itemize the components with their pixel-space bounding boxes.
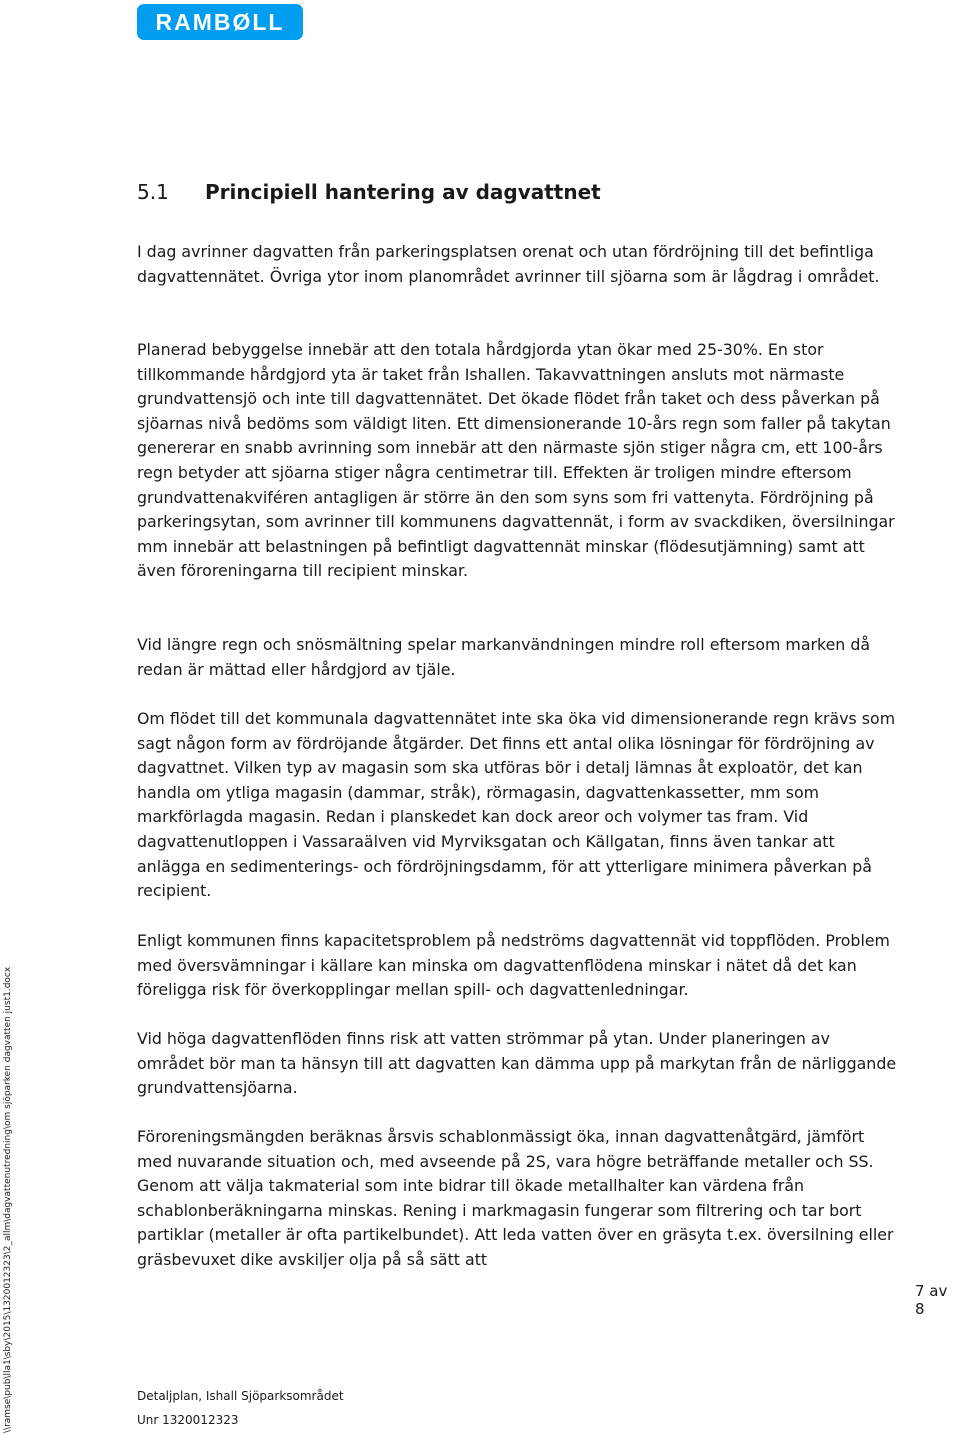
ramboll-logo: RAMBØLL [137, 4, 303, 40]
section-number: 5.1 [137, 180, 169, 204]
paragraph-1: I dag avrinner dagvatten från parkeringsplatsen orenat och utan fördröjning till det befintliga dagvattennätet. Övriga ytor inom planområdet avrinner till sjöarna som är lågdrag i området. [137, 242, 880, 286]
section-heading [137, 180, 601, 204]
section-title: Principiell hantering av dagvattnet [205, 180, 601, 204]
paragraph-6: Vid höga dagvattenflöden finns risk att vatten strömmar på ytan. Under planeringen av området bör man ta hänsyn till att dagvatten kan dämma upp på markytan från de närliggande grundvattensjöarna. [137, 1029, 897, 1098]
footer-project: Detaljplan, Ishall Sjöparksområdet [137, 1389, 344, 1403]
paragraph-5: Enligt kommunen finns kapacitetsproblem på nedströms dagvattennät vid toppflöden. Problem med översvämningar i källare kan minska om dagvattenflödena minskar i nätet då det kan föreligga risk för överkopplingar mellan spill- och dagvattenledningar. [137, 931, 890, 1000]
footer-number: Unr 1320012323 [137, 1413, 239, 1427]
file-path-margin: \\ramse\pub\lla1\sby\2015\1320012323\2_allm\dagvattenutredning\om sjöparken dagvatten just1.docx [3, 966, 13, 1433]
paragraph-4: Om flödet till det kommunala dagvattennätet inte ska öka vid dimensionerande regn krävs som sagt någon form av fördröjande åtgärder. Det finns ett antal olika lösningar för fördröjning av dagvattnet. Vilken typ av magasin som ska utföras bör i detalj lämnas åt exploatör, det kan handla om ytliga magasin (dammar, stråk), rörmagasin, dagvattenkassetter, mm som markförlagda magasin. Redan i planskedet kan dock areor och volymer tas fram. Vid dagvattenutloppen i Vassaraälven vid Myrviksgatan och Källgatan, finns även tankar att anlägga en sedimenterings- och fördröjningsdamm, för att ytterligare minimera påverkan på recipient. [137, 709, 896, 901]
paragraph-7: Föroreningsmängden beräknas årsvis schablonmässigt öka, innan dagvattenåtgärd, jämfört med nuvarande situation och, med avseende på 2S, vara högre beträffande metaller och SS. Genom att välja takmaterial som inte bidrar till ökade metallhalter kan värdena från schablonberäkningarna minskas. Rening i markmagasin fungerar som filtrering och tar bort partiklar (metaller är ofta partikelbundet). Att leda vatten över en gräsyta t.ex. översilning eller gräsbevuxet dike avskiljer olja på så sätt att [137, 1127, 894, 1269]
page-indicator: 7 av 8 [915, 1282, 948, 1318]
paragraph-2: Planerad bebyggelse innebär att den totala hårdgjorda ytan ökar med 25-30%. En stor tillkommande hårdgjord yta är taket från Ishallen. Takavvattningen ansluts mot närmaste grundvattensjö och inte till dagvattennätet. Det ökade flödet från taket och dess påverkan på sjöarnas nivå bedöms som väldigt liten. Ett dimensionerande 10-års regn som faller på takytan genererar en snabb avrinning som innebär att den närmaste sjön stiger några cm, ett 100-års regn betyder att sjöarna stiger några centimetrar till. Effekten är troligen mindre eftersom grundvattenakviféren antagligen är större än den som syns som fri vattenyta. Fördröjning på parkeringsytan, som avrinner till kommunens dagvattennät, i form av svackdiken, översilningar mm innebär att belastningen på befintligt dagvattennät minskar (flödesutjämning) samt att även föroreningarna till recipient minskar. [137, 340, 895, 581]
paragraph-3: Vid längre regn och snösmältning spelar markanvändningen mindre roll eftersom marken då redan är mättad eller hårdgjord av tjäle. [137, 635, 871, 679]
